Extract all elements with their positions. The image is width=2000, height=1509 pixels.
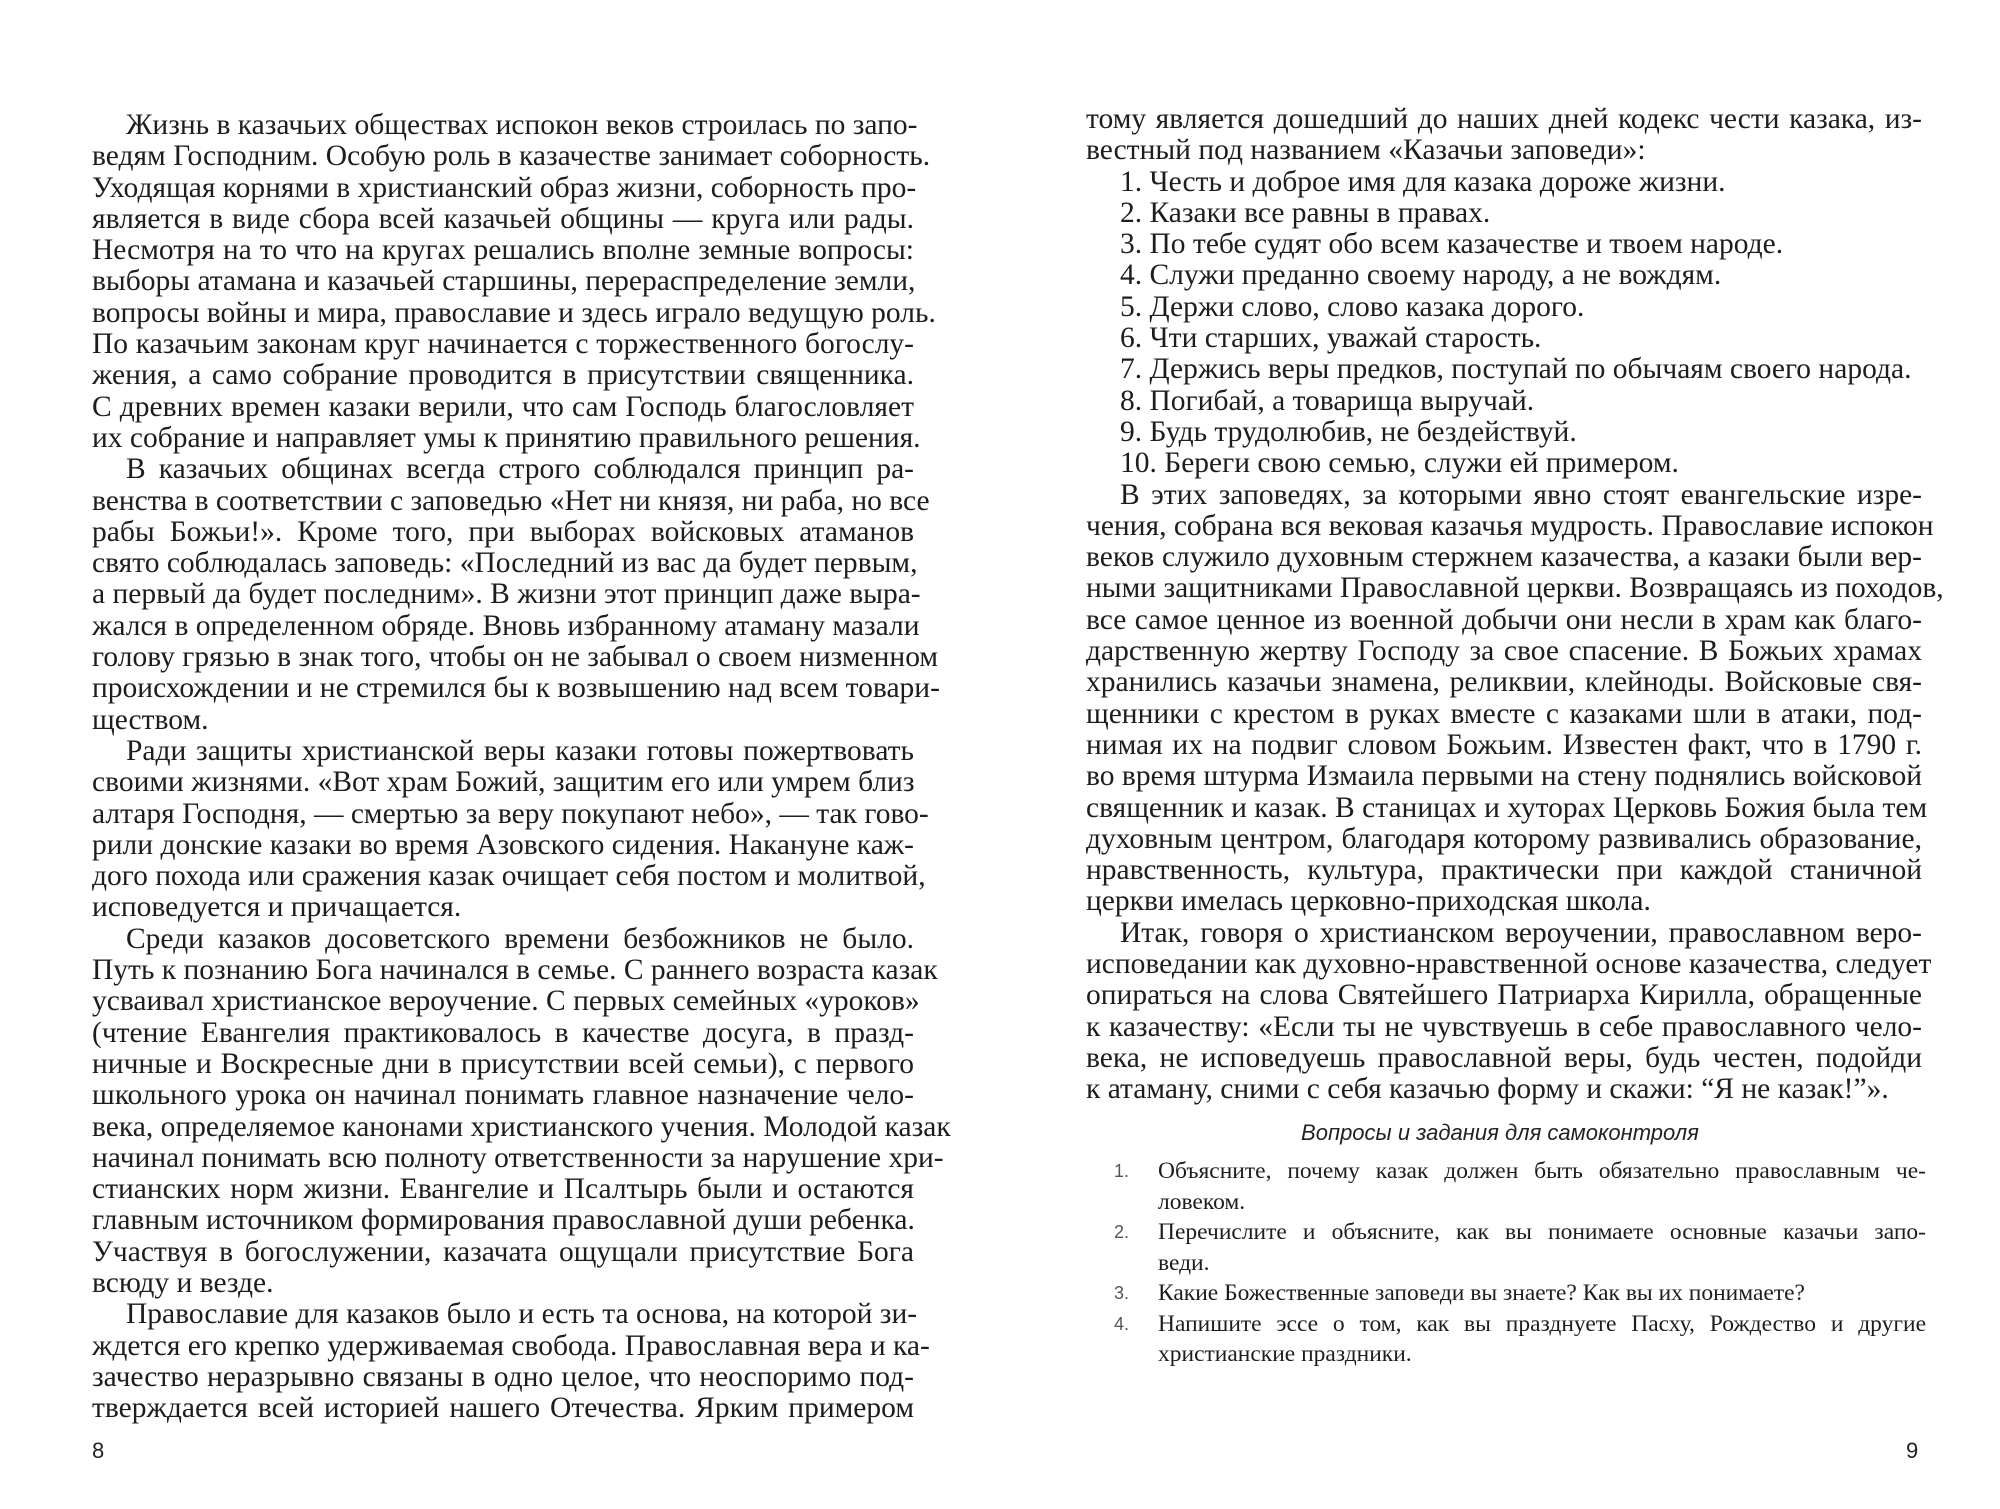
text-line: Итак, говоря о христианском вероучении, православном веро- [1120,916,1922,949]
commandment-item: 7. Держись веры предков, поступай по обычаям своего народа. [1120,353,1912,386]
text-line: рили донские казаки во время Азовского сидения. Накануне каж- [92,828,914,861]
text-line: Среди казаков досоветского времени безбожников не было. [126,922,914,955]
text-line: Уходящая корнями в христианский образ жизни, соборность про- [92,171,917,204]
text-line: дарственную жертву Господу за свое спасение. В Божьих храмах [1086,635,1922,668]
question-item [1114,1217,1926,1248]
question-item [1114,1156,1926,1187]
text-line: В этих заповедях, за которыми явно стоят евангельские изре- [1120,478,1922,511]
text-line: щенники с крестом в руках вместе с казаками шли в атаки, под- [1086,697,1922,730]
question-text: Перечислите и объясните, как вы понимаете основные казачьи запо- [1158,1219,1926,1245]
text-line: все самое ценное из военной добычи они несли в храм как благо- [1086,603,1922,636]
text-line: тверждается всей историей нашего Отечества. Ярким примером [92,1392,914,1425]
text-line: века, определяемое канонами христианского учения. Молодой казак [92,1110,951,1143]
text-line: а первый да будет последним». В жизни этот принцип даже выра- [92,578,921,611]
question-item [1114,1278,1926,1309]
commandment-item: 3. По тебе судят обо всем казачестве и твоем народе. [1120,228,1784,261]
text-line: церкви имелась церковно-приходская школа. [1086,885,1651,918]
question-text: Объясните, почему казак должен быть обязательно православным че- [1158,1158,1926,1184]
text-line: ничные и Воскресные дни в присутствии всей семьи), с первого [92,1047,914,1080]
text-line: алтаря Господня, — смертью за веру покупают небо», — так гово- [92,797,929,830]
text-line: веков служило духовным стержнем казачества, а казаки были вер- [1086,541,1922,574]
text-line: зачество неразрывно связаны в одно целое, что неоспоримо под- [92,1360,914,1393]
text-line: Ради защиты христианской веры казаки готовы пожертвовать [126,734,914,767]
text-line: свято соблюдалась заповедь: «Последний из вас да будет первым, [92,547,918,580]
text-line: чения, собрана вся вековая казачья мудрость. Православие испокон [1086,509,1934,542]
text-line: венства в соответствии с заповедью «Нет ни князя, ни раба, но все [92,484,930,517]
right-page [1000,0,2000,1509]
text-line: опираться на слова Святейшего Патриарха Кирилла, обращенные [1086,979,1922,1012]
text-line: Участвуя в богослужении, казачата ощущали присутствие Бога [92,1235,914,1268]
text-line: их собрание и направляет умы к принятию правильного решения. [92,421,921,454]
question-number: 4. [1114,1313,1130,1334]
commandment-item: 9. Будь трудолюбив, не бездействуй. [1120,415,1577,448]
text-line: выборы атамана и казачьей старшины, перераспределение земли, [92,265,916,298]
text-line: стианских норм жизни. Евангелие и Псалтырь были и остаются [92,1173,914,1206]
text-line: века, не исповедуешь православной веры, будь честен, подойди [1086,1041,1922,1074]
question-number: 1. [1114,1161,1130,1181]
text-line: является в виде сбора всей казачьей общины — круга или рады. [92,202,914,235]
commandment-item: 1. Честь и доброе имя для казака дороже жизни. [1120,165,1726,198]
question-item [1114,1309,1926,1340]
text-line: тому является дошедший до наших дней кодекс чести казака, из- [1086,103,1922,135]
page-number: 9 [1906,1438,1919,1463]
commandment-item: 6. Чти старших, уважай старость. [1120,322,1542,355]
commandment-item: 2. Казаки все равны в правах. [1120,196,1491,229]
text-line: рабы Божьи!». Кроме того, при выборах войсковых атаманов [92,515,914,548]
text-line: своими жизнями. «Вот храм Божий, защитим его или умрем близ [92,766,915,799]
text-line: жения, а само собрание проводится в присутствии священника. [92,359,914,392]
commandment-item: 8. Погибай, а товарища выручай. [1120,384,1535,417]
text-line: главным источником формирования православной души ребенка. [92,1204,915,1237]
text-line: к атаману, сними с себя казачью форму и скажи: “Я не казак!”». [1086,1073,1889,1106]
text-line: нравственность, культура, практически при каждой станичной [1086,854,1922,887]
text-line: во время штурма Измаила первыми на стену поднялись войсковой [1086,760,1922,793]
text-line: начинал понимать всю полноту ответственности за нарушение хри- [92,1141,944,1174]
text-line: С древних времен казаки верили, что сам Господь благословляет [92,390,914,423]
text-line: голову грязью в знак того, чтобы он не забывал о своем низменном [92,641,939,674]
text-line: духовным центром, благодаря которому развивались образование, [1086,822,1922,855]
text-line: ществом. [92,703,209,736]
text-line: Православие для казаков было и есть та основа, на которой зи- [126,1298,918,1331]
text-line: всюду и везде. [92,1266,274,1299]
text-line: исповедуется и причащается. [92,891,462,924]
questions-heading: Вопросы и задания для самоконтроля [1301,1120,1699,1145]
question-text: Какие Божественные заповеди вы знаете? Как вы их понимаете? [1158,1280,1805,1306]
questions-list [1114,1156,1926,1370]
commandment-item: 5. Держи слово, слово казака дорого. [1120,290,1585,323]
text-line: В казачьих общинах всегда строго соблюдался принцип ра- [126,453,914,486]
text-line: к казачеству: «Если ты не чувствуешь в себе православного чело- [1086,1010,1922,1043]
text-line: священник и казак. В станицах и хуторах Церковь Божия была тем [1086,791,1928,824]
text-line: Путь к познанию Бога начинался в семье. С раннего возраста казак [92,954,938,987]
left-page-text [92,109,951,1425]
text-line: исповедании как духовно-нравственной основе казачества, следует [1086,948,1932,981]
text-line: ждется его крепко удерживаемая свобода. Православная вера и ка- [92,1329,930,1362]
text-line: дого похода или сражения казак очищает себя постом и молитвой, [92,860,926,893]
text-line: нимая их на подвиг словом Божьим. Известен факт, что в 1790 г. [1086,728,1922,761]
text-line: происхождении и не стремился бы к возвышению над всем товари- [92,672,940,705]
page-number: 8 [92,1438,105,1463]
text-line: усваивал христианское вероучение. С первых семейных «уроков» [92,985,920,1018]
text-line: вестный под названием «Казачьи заповеди»: [1086,134,1646,167]
text-line: (чтение Евангелия практиковалось в качестве досуга, в празд- [92,1016,914,1049]
question-text: Напишите эссе о том, как вы празднуете Пасху, Рождество и другие [1158,1310,1926,1337]
text-line: Жизнь в казачьих обществах испокон веков строилась по запо- [126,109,918,141]
commandment-item: 4. Служи преданно своему народу, а не вождям. [1120,259,1722,292]
question-number: 2. [1114,1222,1130,1242]
question-continuation: христианские праздники. [1158,1341,1412,1367]
text-line: хранились казачьи знамена, реликвии, клейноды. Войсковые свя- [1086,666,1922,699]
question-number: 3. [1114,1283,1130,1303]
commandment-item: 10. Береги свою семью, служи ей примером. [1120,447,1679,480]
text-line: Несмотря на то что на кругах решались вполне земные вопросы: [92,234,914,267]
right-page-text [1086,103,1944,1106]
text-line: вопросы войны и мира, православие и здесь играло ведущую роль. [92,296,936,329]
text-line: ведям Господним. Особую роль в казачестве занимает соборность. [92,140,931,173]
text-line: школьного урока он начинал понимать главное назначение чело- [92,1079,914,1112]
text-line: жался в определенном обряде. Вновь избранному атаману мазали [92,609,920,642]
question-continuation: ловеком. [1158,1188,1246,1215]
text-line: ными защитниками Православной церкви. Возвращаясь из походов, [1086,572,1944,605]
text-line: По казачьим законам круг начинается с торжественного богослу- [92,328,914,361]
question-continuation: веди. [1158,1249,1210,1276]
